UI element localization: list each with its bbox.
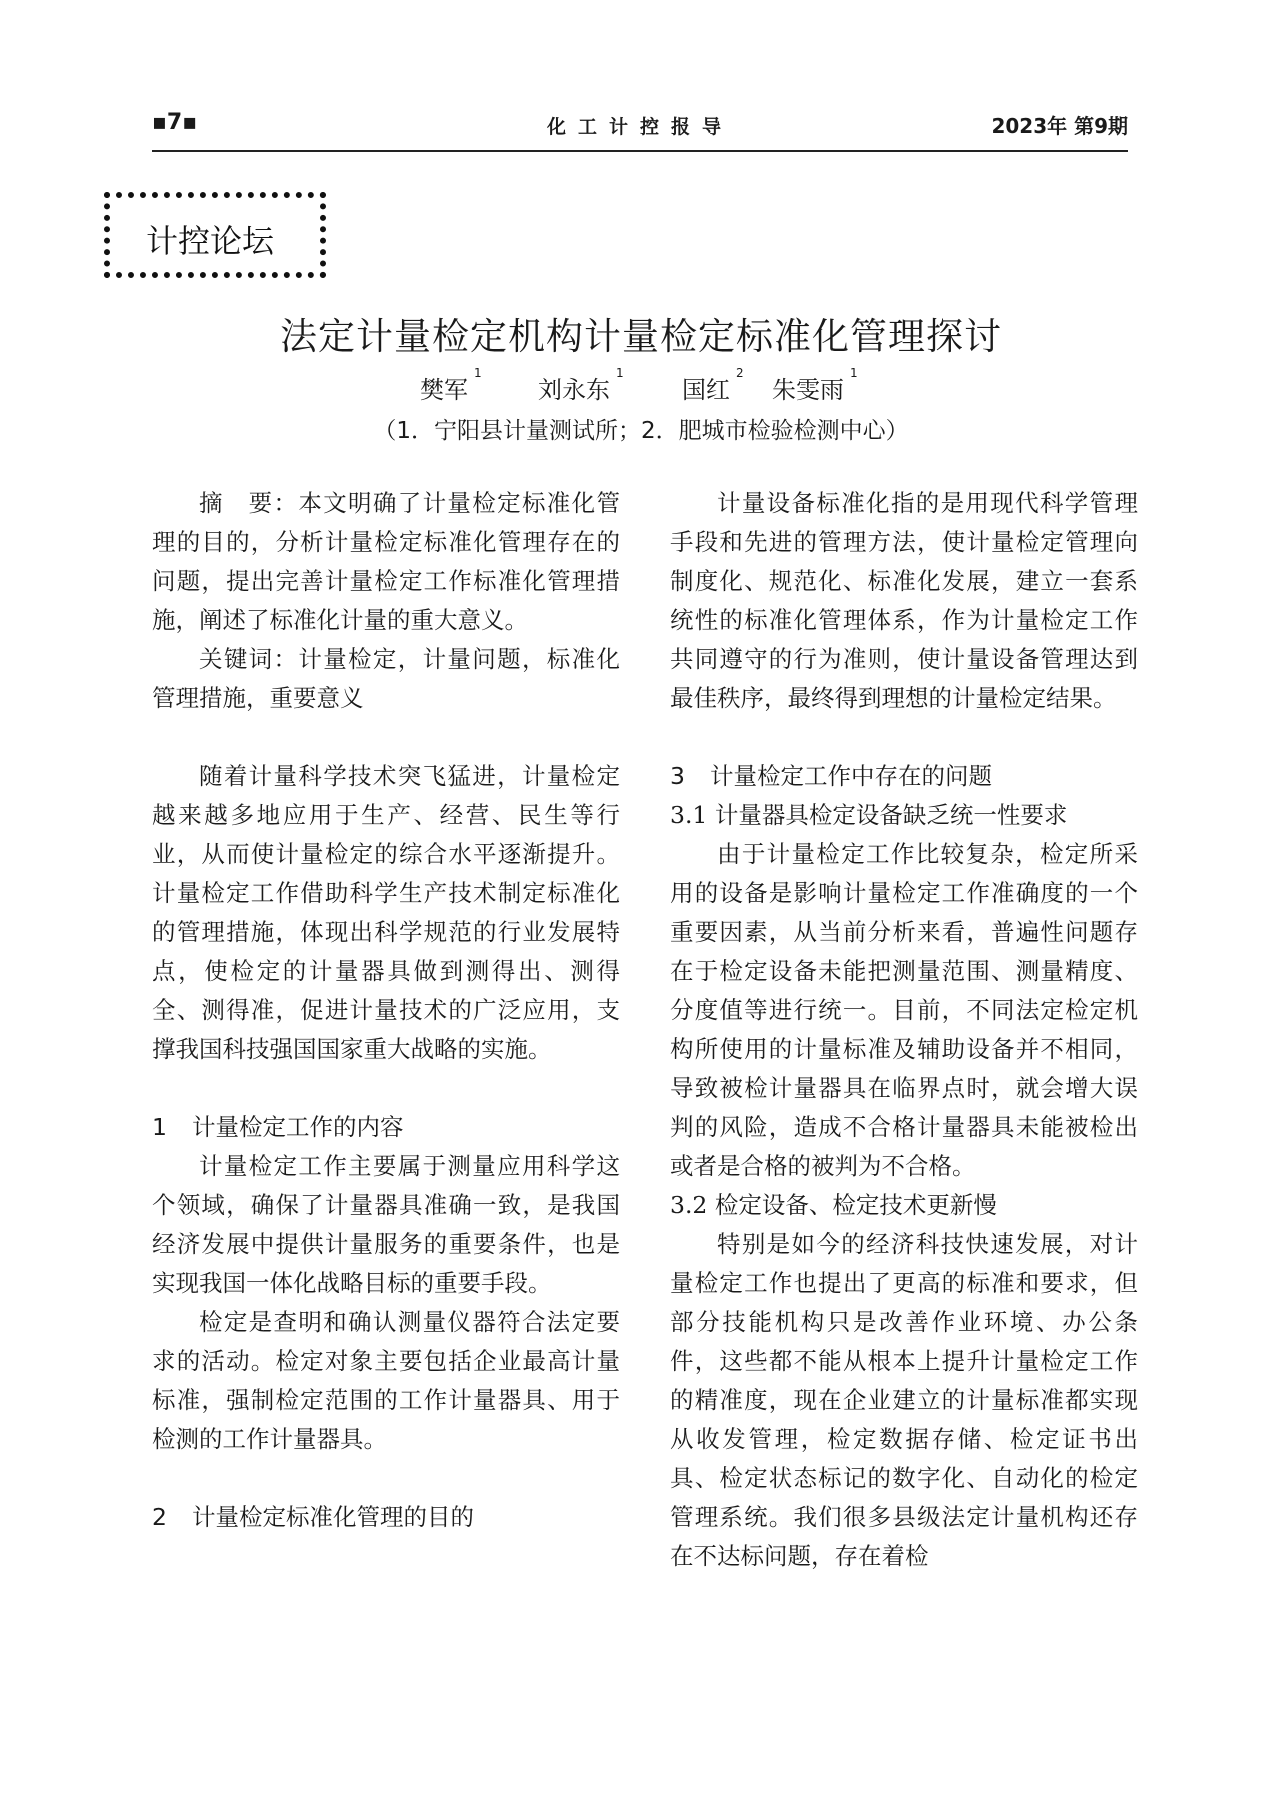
- author-affiliation-mark: 1: [850, 366, 858, 380]
- section-number: 3: [670, 762, 685, 790]
- journal-name: 化工计控报导: [546, 116, 733, 138]
- author-2: [538, 366, 624, 405]
- column-label: 计控论坛: [146, 222, 275, 260]
- author-4: [772, 366, 858, 405]
- subsection-3-1-paragraph: 由于计量检定工作比较复杂，检定所采用的设备是影响计量检定工作准确度的一个重要因素，从当前分析来看，普遍性问题存在于检定设备未能把测量范围、测量精度、分度值等进行统一。目前，不同法定检定机构所使用的计量标准及辅助设备并不相同，导致被检计量器具在临界点时，就会增大误判的风险，造成不合格计量器具未能被检出或者是合格的被判为不合格。: [670, 840, 1138, 1180]
- intro-paragraph: 随着计量科学技术突飞猛进，计量检定越来越多地应用于生产、经营、民生等行业，从而使计量检定的综合水平逐渐提升。计量检定工作借助科学生产技术制定标准化的管理措施，体现出科学规范的行业发展特点，使检定的计量器具做到测得出、测得全、测得准，促进计量技术的广泛应用，支撑我国科技强国国家重大战略的实施。: [152, 762, 620, 1063]
- affiliations: （1．宁阳县计量测试所；2．肥城市检验检测中心）: [373, 418, 909, 444]
- issue-label: 2023年 第9期: [991, 114, 1128, 138]
- left-column: [152, 484, 620, 1537]
- section-heading-1: [152, 1108, 620, 1147]
- subsection-heading-3-2: 3.2 检定设备、检定技术更新慢: [670, 1191, 997, 1219]
- author-affiliation-mark: 1: [474, 366, 482, 380]
- section-number: 1: [152, 1113, 167, 1141]
- section1-paragraph-2: 检定是查明和确认测量仪器符合法定要求的活动。检定对象主要包括企业最高计量标准，强制检定范围的工作计量器具、用于检测的工作计量器具。: [152, 1308, 620, 1453]
- section-heading-3: [670, 757, 1138, 796]
- section-title: 计量检定工作的内容: [192, 1113, 404, 1141]
- author-1: [420, 366, 482, 405]
- section-number: 2: [152, 1503, 167, 1531]
- section-title: 计量检定工作中存在的问题: [710, 762, 992, 790]
- author-affiliation-mark: 2: [736, 366, 744, 380]
- section2-paragraph: 计量设备标准化指的是用现代科学管理手段和先进的管理方法，使计量检定管理向制度化、规范化、标准化发展，建立一套系统性的标准化管理体系，作为计量检定工作共同遵守的行为准则，使计量设备管理达到最佳秩序，最终得到理想的计量检定结果。: [670, 489, 1138, 712]
- right-column: [670, 484, 1138, 1576]
- section1-paragraph-1: 计量检定工作主要属于测量应用科学这个领域，确保了计量器具准确一致，是我国经济发展中提供计量服务的重要条件，也是实现我国一体化战略目标的重要手段。: [152, 1152, 620, 1297]
- keywords: 关键词：计量检定，计量问题，标准化管理措施，重要意义: [152, 645, 620, 712]
- section-heading-2: [152, 1498, 620, 1537]
- author-name: 国红: [682, 376, 730, 404]
- author-name: 朱雯雨: [772, 376, 844, 404]
- author-3: [682, 366, 744, 405]
- author-affiliation-mark: 1: [616, 366, 624, 380]
- subsection-3-2-paragraph: 特别是如今的经济科技快速发展，对计量检定工作也提出了更高的标准和要求，但部分技能机构只是改善作业环境、办公条件，这些都不能从根本上提升计量检定工作的精准度，现在企业建立的计量标准都实现从收发管理，检定数据存储、检定证书出具、检定状态标记的数字化、自动化的检定管理系统。我们很多县级法定计量机构还存在不达标问题，存在着检: [670, 1230, 1138, 1570]
- author-name: 樊军: [420, 376, 468, 404]
- page-number: ▪7▪: [152, 110, 198, 135]
- section-title: 计量检定标准化管理的目的: [192, 1503, 474, 1531]
- article-title: 法定计量检定机构计量检定标准化管理探讨: [280, 315, 1002, 358]
- subsection-heading-3-1: 3.1 计量器具检定设备缺乏统一性要求: [670, 801, 1068, 829]
- author-name: 刘永东: [538, 376, 610, 404]
- running-header: [152, 106, 1128, 152]
- abstract: 摘 要：本文明确了计量检定标准化管理的目的，分析计量检定标准化管理存在的问题，提出完善计量检定工作标准化管理措施，阐述了标准化计量的重大意义。: [152, 489, 620, 634]
- column-label-box: [104, 192, 326, 278]
